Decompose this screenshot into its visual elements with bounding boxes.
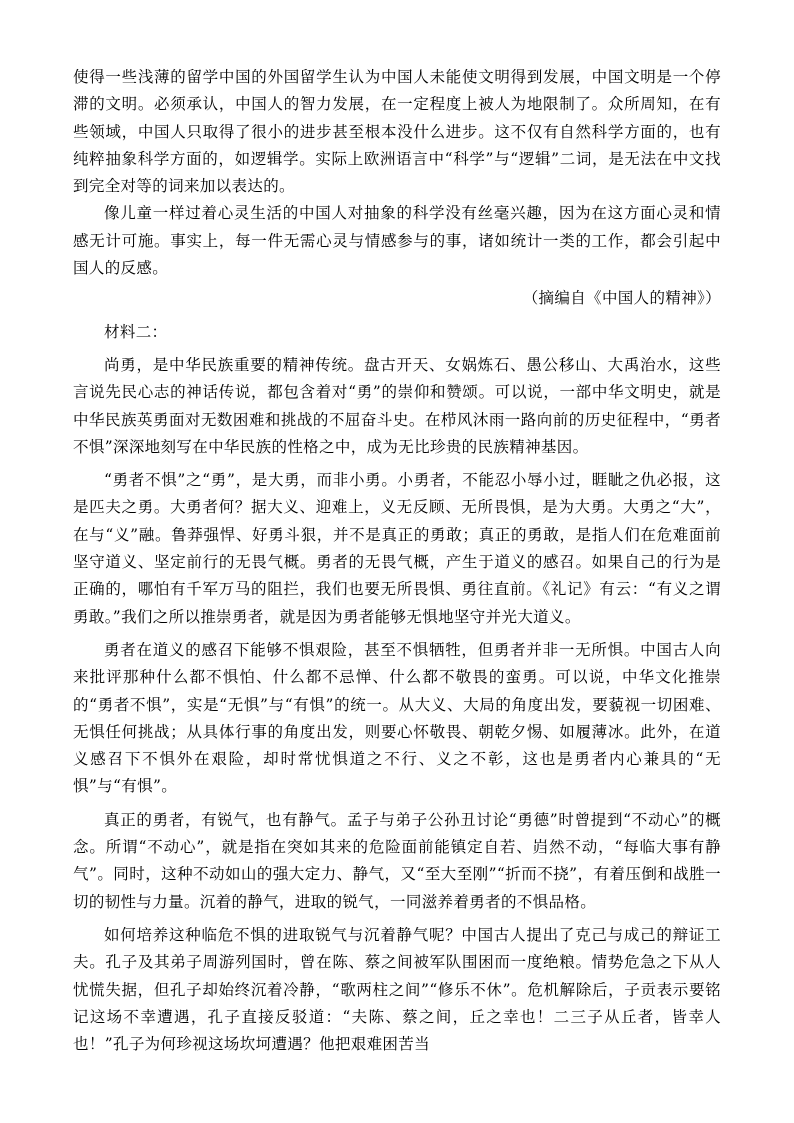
- intro-paragraph-1: 使得一些浅薄的留学中国的外国留学生认为中国人未能使文明得到发展，中国文明是一个停滞的文明。必须承认，中国人的智力发展，在一定程度上被人为地限制了。众所周知，在有些领域，中国人只取得了很小的进步甚至根本没什么进步。这不仅有自然科学方面的，也有纯粹抽象科学方面的，如逻辑学。实际上欧洲语言中“科学”与“逻辑”二词，是无法在中文找到完全对等的词来加以表达的。: [73, 68, 721, 196]
- source-note: （摘编自《中国人的精神》）: [522, 289, 721, 308]
- material-two-paragraph-4: 真正的勇者，有锐气，也有静气。孟子与弟子公孙丑讨论“勇德”时曾提到“不动心”的概念。所谓“不动心”，就是指在突如其来的危险面前能镇定自若、岿然不动，“每临大事有静气”。同时，这种不动如山的强大定力、静气，又“至大至刚”“折而不挠”，有着压倒和战胜一切的韧性与力量。沉着的静气，进取的锐气，一同滋养着勇者的不惧品格。: [73, 810, 721, 911]
- material-two-paragraph-1: 尚勇，是中华民族重要的精神传统。盘古开天、女娲炼石、愚公移山、大禹治水，这些言说先民心志的神话传说，都包含着对“勇”的崇仰和赞颂。可以说，一部中华文明史，就是中华民族英勇面对无数困难和挑战的不屈奋斗史。在栉风沐雨一路向前的历史征程中，“勇者不惧”深深地刻写在中华民族的性格之中，成为无比珍贵的民族精神基因。: [73, 355, 721, 456]
- material-two-paragraph-3: 勇者在道义的感召下能够不惧艰险，甚至不惧牺牲，但勇者并非一无所惧。中国古人向来批评那种什么都不惧怕、什么都不忌惮、什么都不敬畏的蛮勇。可以说，中华文化推崇的“勇者不惧”，实是“无惧”与“有惧”的统一。从大义、大局的角度出发，要藐视一切困难、无惧任何挑战；从具体行事的角度出发，则要心怀敬畏、朝乾夕惕、如履薄冰。此外，在道义感召下不惧外在艰险，却时常忧惧道之不行、义之不彰，这也是勇者内心兼具的“无惧”与“有惧”。: [73, 640, 721, 796]
- material-two-paragraph-5: 如何培养这种临危不惧的进取锐气与沉着静气呢？中国古人提出了克己与成己的辩证工夫。孔子及其弟子周游列国时，曾在陈、蔡之间被军队围困而一度绝粮。情势危急之下从人忧慌失据，但孔子却始终沉着冷静，“歌两柱之间”“修乐不休”。危机解除后，子贡表示要铭记这场不幸遭遇，孔子直接反驳道：“夫陈、蔡之间，丘之幸也！二三子从丘者，皆幸人也！”孔子为何珍视这场坎坷遭遇？他把艰难困苦当: [73, 925, 721, 1054]
- intro-paragraph-2: 像儿童一样过着心灵生活的中国人对抽象的科学没有丝毫兴趣，因为在这方面心灵和情感无计可施。事实上，每一件无需心灵与情感参与的事，诸如统计一类的工作，都会引起中国人的反感。: [73, 204, 721, 278]
- material-two-paragraph-2: “勇者不惧”之“勇”，是大勇，而非小勇。小勇者，不能忍小辱小过，睚眦之仇必报，这是匹夫之勇。大勇者何？据大义、迎难上，义无反顾、无所畏惧，是为大勇。大勇之“大”，在与“义”融。鲁莽强悍、好勇斗狠，并不是真正的勇敢；真正的勇敢，是指人们在危难面前坚守道义、坚定前行的无畏气概。勇者的无畏气概，产生于道义的感召。如果自己的行为是正确的，哪怕有千军万马的阻拦，我们也要无所畏惧、勇往直前。《礼记》有云：“有义之谓勇敢。”我们之所以推崇勇者，就是因为勇者能够无惧地坚守并光大道义。: [73, 471, 721, 626]
- document-page: [73, 64, 721, 1058]
- material-two-label: 材料二：: [104, 322, 168, 341]
